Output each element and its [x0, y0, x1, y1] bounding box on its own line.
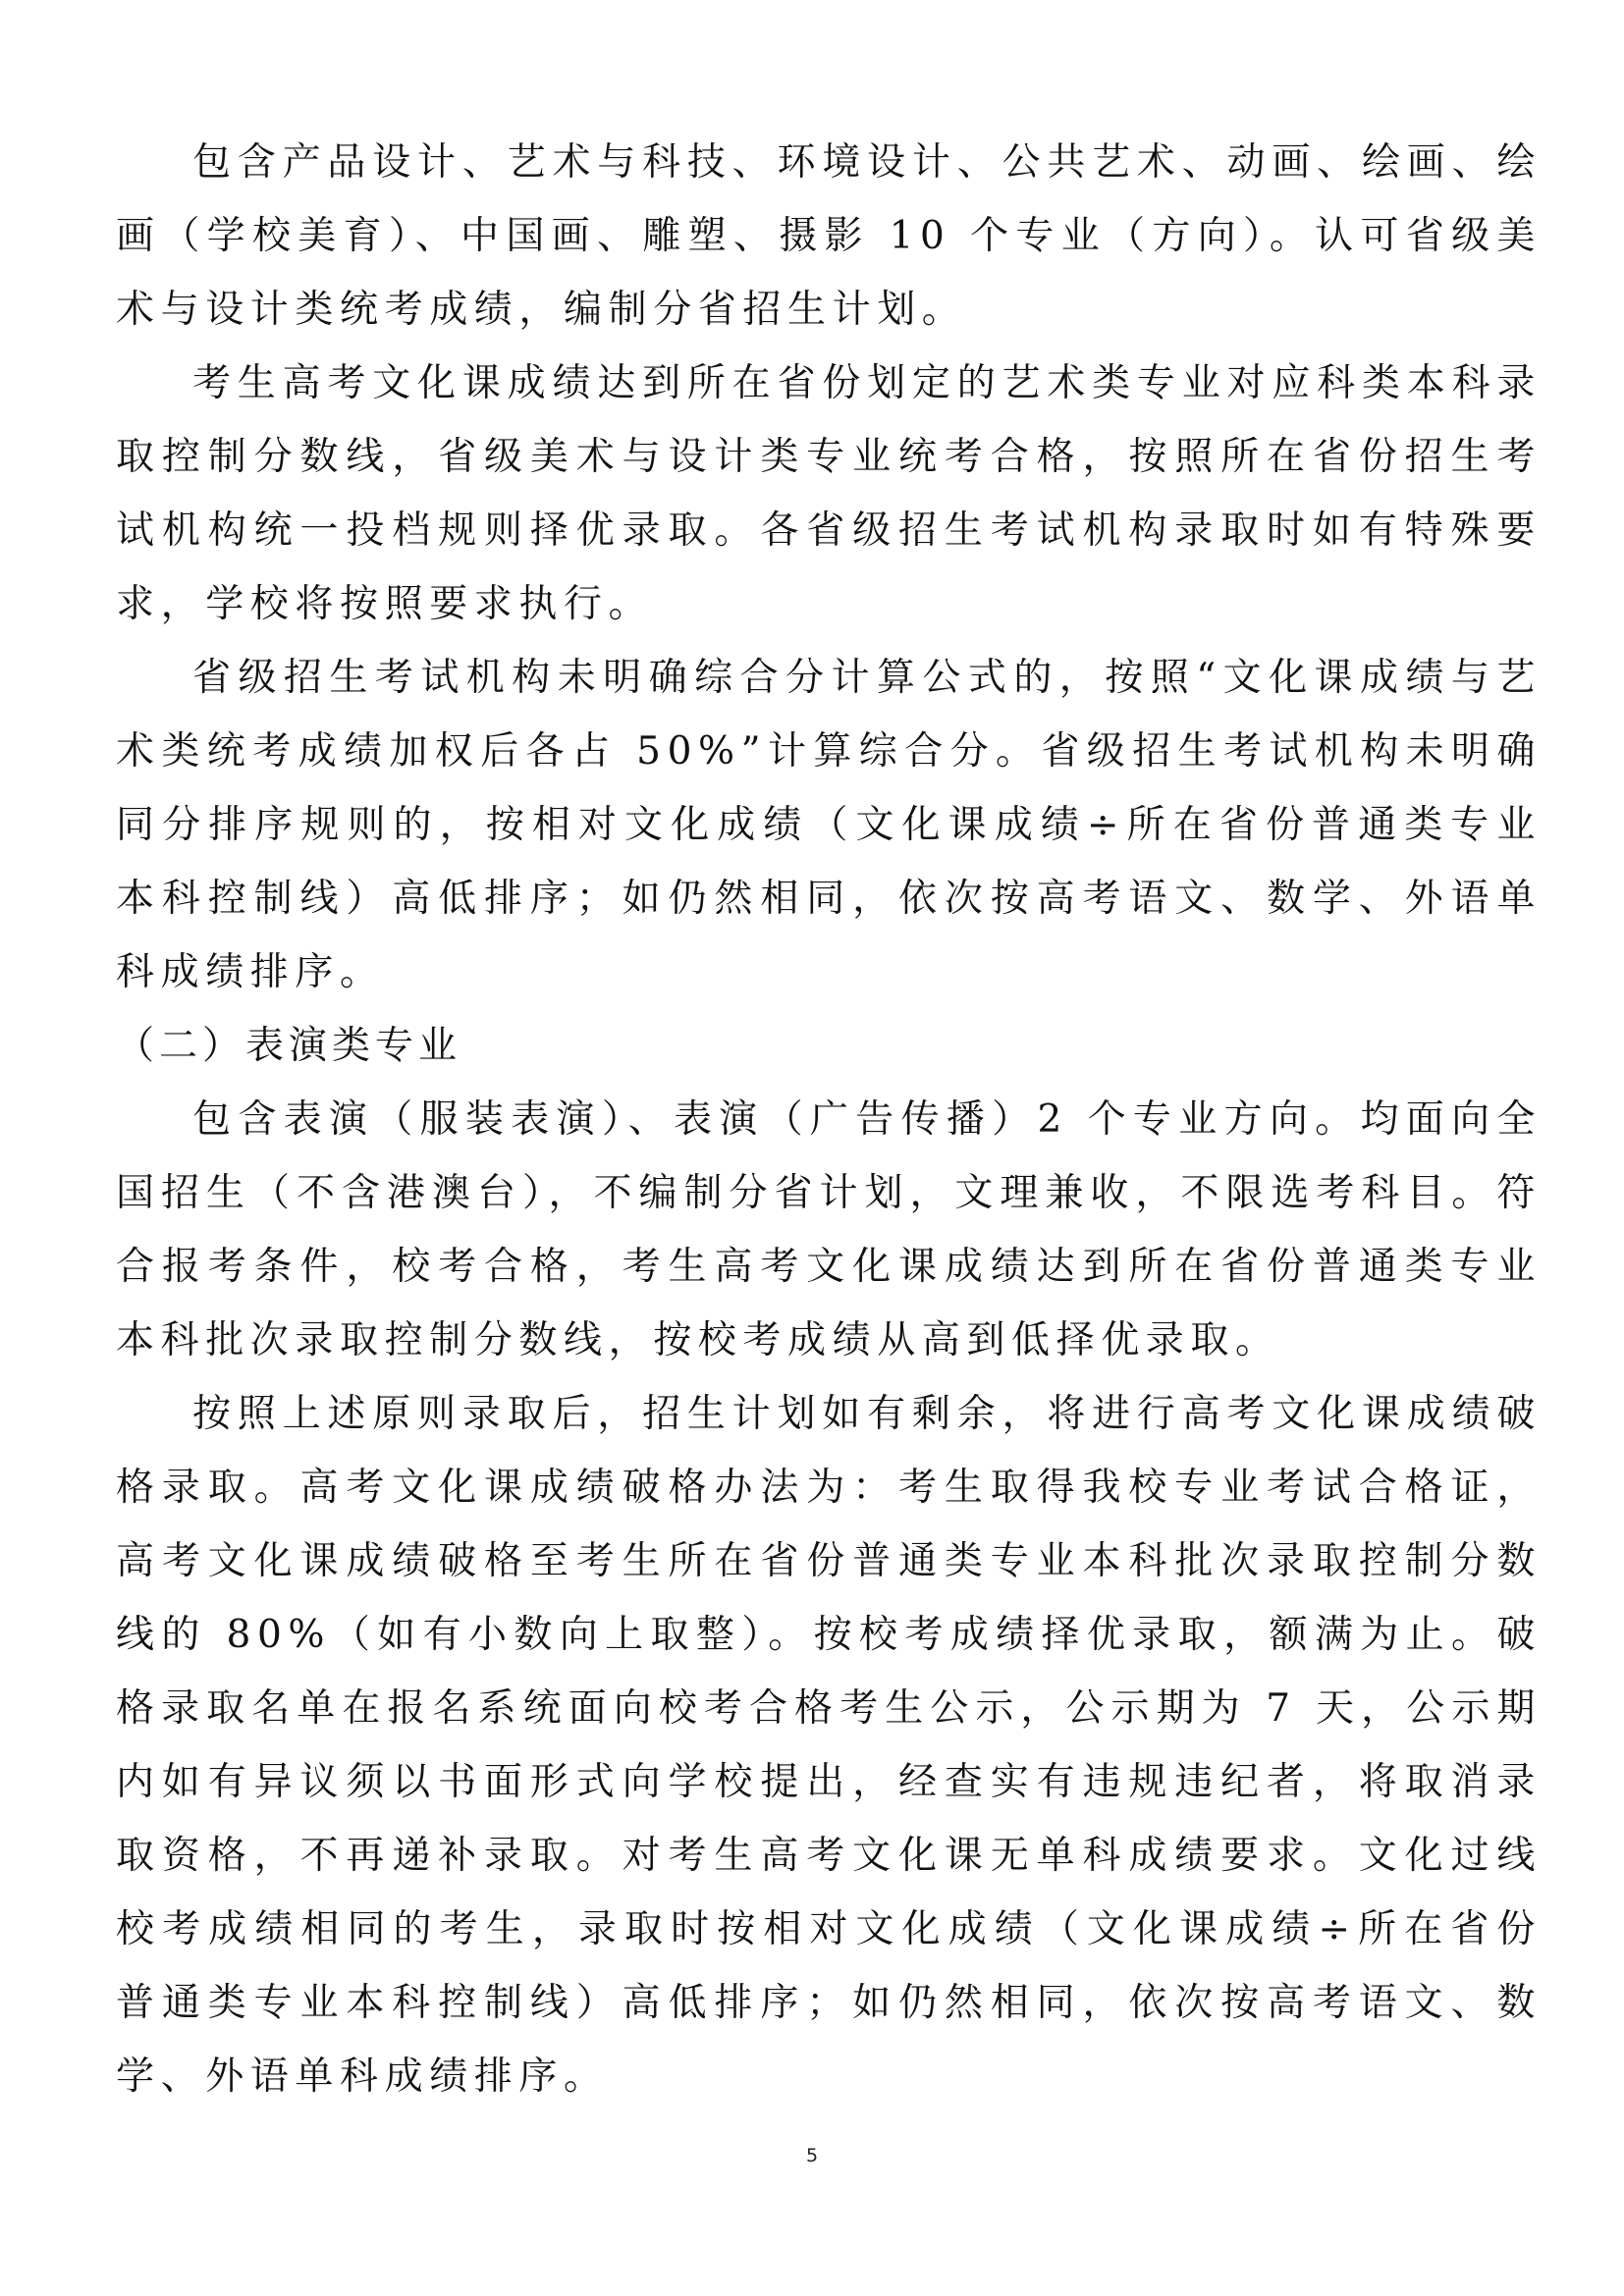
paragraph-art-design-majors: 包含产品设计、艺术与科技、环境设计、公共艺术、动画、绘画、绘画（学校美育）、中国画、雕塑、摄影 10 个专业（方向）。认可省级美术与设计类统考成绩，编制分省招生计划。: [116, 140, 1542, 332]
paragraph-admission-rules: 考生高考文化课成绩达到所在省份划定的艺术类专业对应科类本科录取控制分数线，省级美术与设计类专业统考合格，按照所在省份招生考试机构统一投档规则择优录取。各省级招生考试机构录取时如有特殊要求，学校将按照要求执行。: [116, 361, 1542, 626]
section-heading-performance: （二）表演类专业: [116, 1024, 462, 1068]
paragraph-performance-majors: 包含表演（服装表演）、表演（广告传播）2 个专业方向。均面向全国招生（不含港澳台），不编制分省计划，文理兼收，不限选考科目。符合报考条件，校考合格，考生高考文化课成绩达到所在省份普通类专业本科批次录取控制分数线，按校考成绩从高到低择优录取。: [116, 1097, 1542, 1362]
paragraph-composite-score: 省级招生考试机构未明确综合分计算公式的，按照“文化课成绩与艺术类统考成绩加权后各占 50%”计算综合分。省级招生考试机构未明确同分排序规则的，按相对文化成绩（文化课成绩÷所在省份普通类专业本科控制线）高低排序；如仍然相同，依次按高考语文、数学、外语单科成绩排序。: [116, 656, 1542, 994]
body-text: [116, 126, 1542, 2113]
page-number: 5: [805, 2145, 819, 2166]
paragraph-exceptional-admission: 按照上述原则录取后，招生计划如有剩余，将进行高考文化课成绩破格录取。高考文化课成绩破格办法为：考生取得我校专业考试合格证，高考文化课成绩破格至考生所在省份普通类专业本科批次录取控制分数线的 80%（如有小数向上取整）。按校考成绩择优录取，额满为止。破格录取名单在报名系统面向校考合格考生公示，公示期为 7 天，公示期内如有异议须以书面形式向学校提出，经查实有违规违纪者，将取消录取资格，不再递补录取。对考生高考文化课无单科成绩要求。文化过线校考成绩相同的考生，录取时按相对文化成绩（文化课成绩÷所在省份普通类专业本科控制线）高低排序；如仍然相同，依次按高考语文、数学、外语单科成绩排序。: [116, 1392, 1542, 2099]
